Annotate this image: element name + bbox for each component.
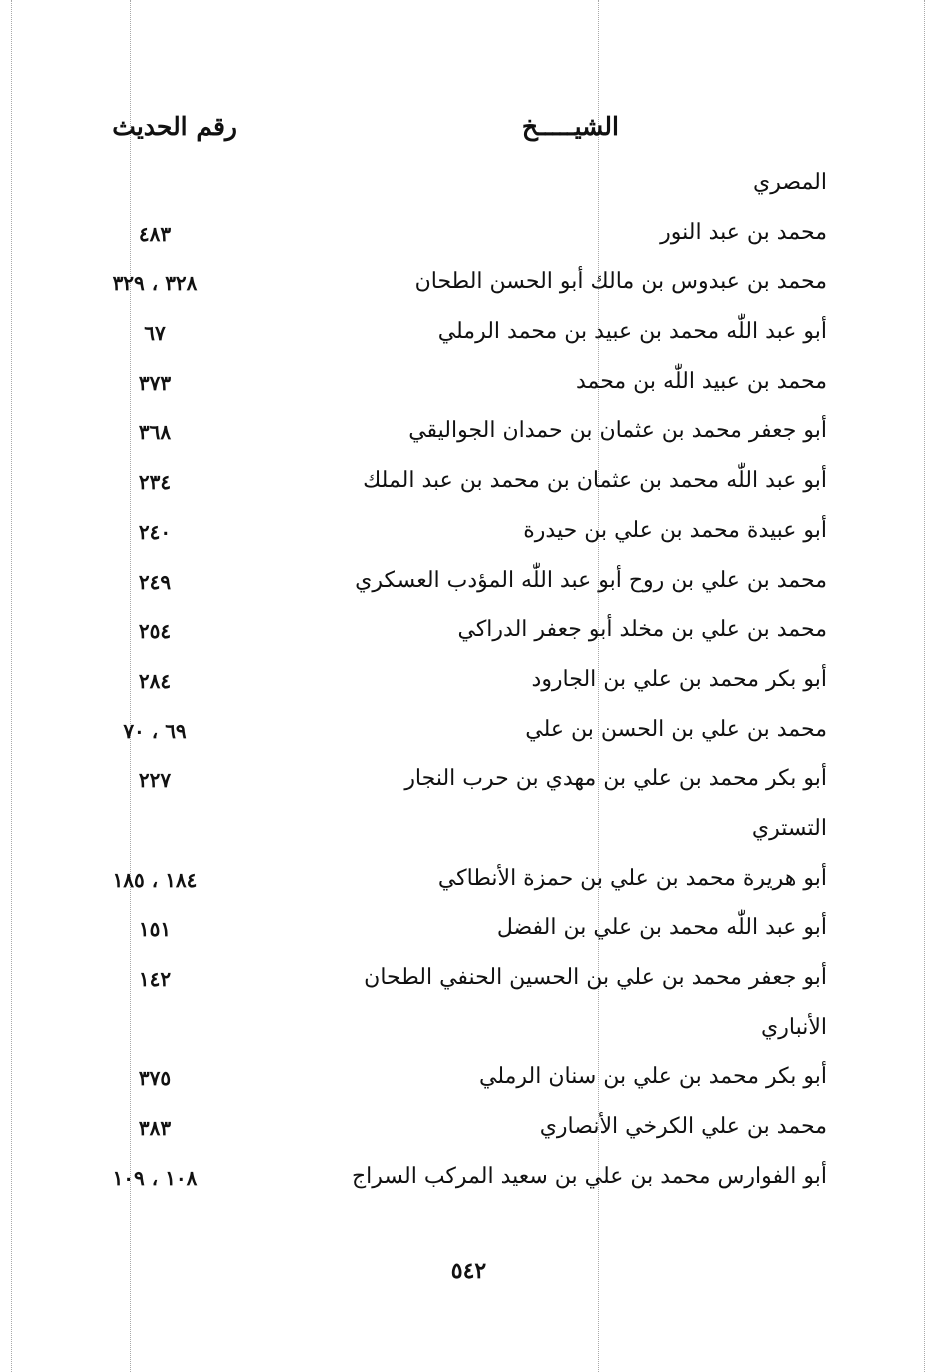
- narrator-name: أبو بكر محمد بن علي بن الجارود: [531, 666, 827, 692]
- list-item: [0, 410, 937, 460]
- list-item: [0, 907, 937, 957]
- hadith-numbers: ٣٧٥: [138, 1066, 172, 1091]
- narrator-name: أبو عبد اللّٰه محمد بن علي بن الفضل: [496, 915, 827, 941]
- hadith-numbers: ٢٤٩: [138, 569, 172, 594]
- hadith-numbers: ٣٦٨: [138, 420, 172, 445]
- hadith-numbers: ١٠٨ ، ١٠٩: [112, 1165, 198, 1190]
- list-item: [0, 560, 937, 610]
- hadith-numbers: ٢٢٧: [138, 768, 172, 793]
- hadith-numbers: ١٨٤ ، ١٨٥: [112, 867, 198, 892]
- hadith-numbers: ٢٨٤: [138, 668, 172, 693]
- shaykh-column-header: الشيـــــخ: [521, 112, 619, 141]
- hadith-numbers: ١٥١: [138, 917, 172, 942]
- list-item: [0, 1156, 937, 1206]
- list-item: [0, 261, 937, 311]
- list-item: [0, 311, 937, 361]
- narrator-name: أبو عبد اللّٰه محمد بن عثمان بن محمد بن عبد الملك: [363, 468, 827, 494]
- narrator-name: أبو بكر محمد بن علي بن سنان الرملي: [479, 1064, 827, 1090]
- list-item: [0, 212, 937, 262]
- narrator-name: محمد بن علي بن روح أبو عبد اللّٰه المؤدب العسكري: [355, 567, 827, 593]
- narrator-name: أبو هريرة محمد بن علي بن حمزة الأنطاكي: [437, 865, 827, 891]
- narrator-name: محمد بن عبد النور: [660, 219, 827, 245]
- list-item: [0, 659, 937, 709]
- hadith-numbers: ٣٧٣: [138, 370, 172, 395]
- list-item: [0, 460, 937, 510]
- hadith-numbers: ٢٣٤: [138, 470, 172, 495]
- list-item: [0, 957, 937, 1007]
- narrator-name: أبو جعفر محمد بن عثمان بن حمدان الجواليقي: [408, 418, 827, 444]
- list-item: [0, 609, 937, 659]
- hadith-numbers: ٣٨٣: [138, 1116, 172, 1141]
- list-item: [0, 858, 937, 908]
- narrator-name: التستري: [751, 815, 827, 841]
- hadith-numbers: ٦٧: [144, 321, 166, 346]
- list-item: [0, 1056, 937, 1106]
- hadith-numbers: ٢٥٤: [138, 619, 172, 644]
- hadith-numbers: ١٤٢: [138, 967, 172, 991]
- narrator-name: محمد بن علي بن الحسن بن علي: [525, 716, 827, 742]
- list-item: [0, 361, 937, 411]
- narrator-name: محمد بن عبيد اللّٰه بن محمد: [575, 368, 827, 394]
- hadith-numbers: ٦٩ ، ٧٠: [123, 718, 187, 743]
- list-item: [0, 510, 937, 560]
- hadith-numbers: ٣٢٨ ، ٣٢٩: [112, 271, 198, 296]
- narrator-name: محمد بن علي بن مخلد أبو جعفر الدراكي: [457, 617, 827, 643]
- page-number: ٥٤٢: [450, 1258, 487, 1284]
- narrator-name: الأنباري: [761, 1014, 827, 1040]
- hadith-numbers: ٢٤٠: [138, 519, 172, 544]
- hadith-numbers: ٤٨٣: [138, 221, 172, 246]
- narrator-name: أبو جعفر محمد بن علي بن الحسين الحنفي الطحان: [364, 965, 827, 990]
- list-item: [0, 162, 937, 212]
- narrator-name: المصري: [753, 170, 827, 195]
- narrator-name: أبو بكر محمد بن علي بن مهدي بن حرب النجار: [404, 766, 827, 792]
- list-item: [0, 1007, 937, 1057]
- list-item: [0, 709, 937, 759]
- narrator-name: أبو عبيدة محمد بن علي بن حيدرة: [523, 517, 827, 543]
- list-item: [0, 1106, 937, 1156]
- hadith-number-column-header: رقم الحديث: [112, 112, 237, 141]
- narrator-index-list: [0, 162, 937, 1205]
- narrator-name: أبو الفوارس محمد بن علي بن سعيد المركب السراج: [351, 1163, 827, 1189]
- narrator-name: محمد بن عبدوس بن مالك أبو الحسن الطحان: [414, 269, 827, 295]
- list-item: [0, 758, 937, 808]
- list-item: [0, 808, 937, 858]
- narrator-name: محمد بن علي الكرخي الأنصاري: [539, 1114, 827, 1140]
- narrator-name: أبو عبد اللّٰه محمد بن عبيد بن محمد الرملي: [437, 319, 827, 345]
